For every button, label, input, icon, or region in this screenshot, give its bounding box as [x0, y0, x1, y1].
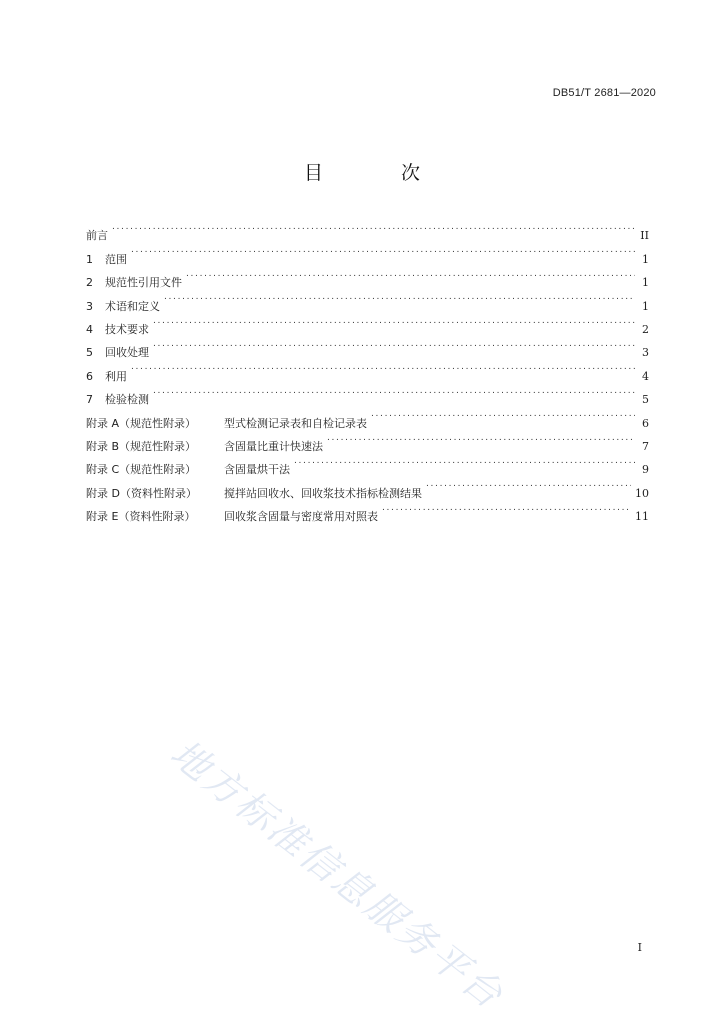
toc-entry-label: 利用: [105, 369, 127, 383]
toc-leader-dots: [153, 310, 635, 333]
toc-entry-1[interactable]: [86, 239, 649, 266]
toc-entry-label: 规范性引用文件: [105, 276, 182, 290]
toc-entry-label: 范围: [105, 252, 127, 266]
toc-entry-page: 1: [642, 299, 649, 313]
toc-entry-label: 技术要求: [105, 322, 149, 336]
toc-entry-5[interactable]: [86, 333, 649, 360]
toc-appendix-prefix: 附录 C（规范性附录）: [86, 463, 197, 477]
toc-entry-page: 5: [642, 393, 649, 407]
toc-leader-dots: [426, 473, 631, 496]
toc-entry-6[interactable]: [86, 356, 649, 383]
toc-leader-dots: [327, 427, 635, 450]
toc-leader-dots: [131, 239, 635, 262]
toc-entry-number: 5: [86, 346, 93, 360]
toc-entry-number: 2: [86, 276, 93, 290]
toc-entry-4[interactable]: [86, 310, 649, 336]
toc-entry-page: 2: [642, 322, 649, 336]
toc-appendix-prefix: 附录 A（规范性附录）: [86, 416, 197, 430]
toc-entry-page: 9: [642, 463, 649, 477]
toc-entry-7[interactable]: [86, 380, 649, 407]
toc-entry-page: 4: [642, 369, 649, 383]
toc-entry-page: 1: [642, 252, 649, 266]
toc-entry-page: 7: [642, 439, 649, 453]
toc-entry-page: 1: [642, 276, 649, 290]
toc-entry-label: 前言: [86, 229, 108, 243]
toc-entry-label: 搅拌站回收水、回收浆技术指标检测结果: [224, 486, 422, 500]
toc-leader-dots: [112, 216, 635, 239]
toc-entry-page: 11: [635, 510, 649, 524]
toc-leader-dots: [382, 497, 631, 520]
watermark-text: 地方标准信息服务平台: [162, 730, 513, 1019]
toc-leader-dots: [131, 356, 635, 379]
toc-appendix-prefix: 附录 B（规范性附录）: [86, 439, 197, 453]
toc-list: [86, 216, 649, 524]
toc-entry-number: 4: [86, 322, 93, 336]
toc-entry-number: 1: [86, 252, 93, 266]
standard-code: DB51/T 2681—2020: [552, 87, 656, 99]
toc-appendix-prefix: 附录 E（资料性附录）: [86, 510, 196, 524]
toc-leader-dots: [153, 333, 635, 356]
toc-entry-label: 术语和定义: [105, 299, 160, 313]
toc-entry-page: 3: [642, 346, 649, 360]
toc-entry-label: 回收处理: [105, 346, 149, 360]
toc-entry-number: 7: [86, 393, 93, 407]
toc-entry-label: 检验检测: [105, 393, 149, 407]
toc-entry-label: 回收浆含固量与密度常用对照表: [224, 510, 378, 524]
toc-entry-appendix-a[interactable]: [86, 403, 649, 430]
toc-entry-label: 含固量烘干法: [224, 463, 290, 477]
toc-title: 目 次: [303, 162, 457, 184]
toc-leader-dots: [153, 380, 635, 403]
toc-appendix-prefix: 附录 D（资料性附录）: [86, 486, 197, 500]
toc-entry-page: II: [640, 229, 649, 243]
toc-entry-page: 10: [635, 486, 649, 500]
toc-entry-page: 6: [642, 416, 649, 430]
toc-leader-dots: [294, 450, 635, 473]
toc-entry-2[interactable]: [86, 263, 649, 290]
toc-leader-dots: [186, 263, 635, 286]
toc-entry-number: 3: [86, 299, 93, 313]
toc-leader-dots: [371, 403, 635, 426]
page-number: I: [637, 941, 642, 954]
toc-entry-label: 含固量比重计快速法: [224, 439, 323, 453]
toc-entry-number: 6: [86, 369, 93, 383]
toc-entry-3[interactable]: [86, 286, 649, 313]
toc-entry-label: 型式检测记录表和自检记录表: [224, 416, 367, 430]
toc-leader-dots: [164, 286, 635, 309]
toc-entry-foreword[interactable]: [86, 216, 649, 243]
